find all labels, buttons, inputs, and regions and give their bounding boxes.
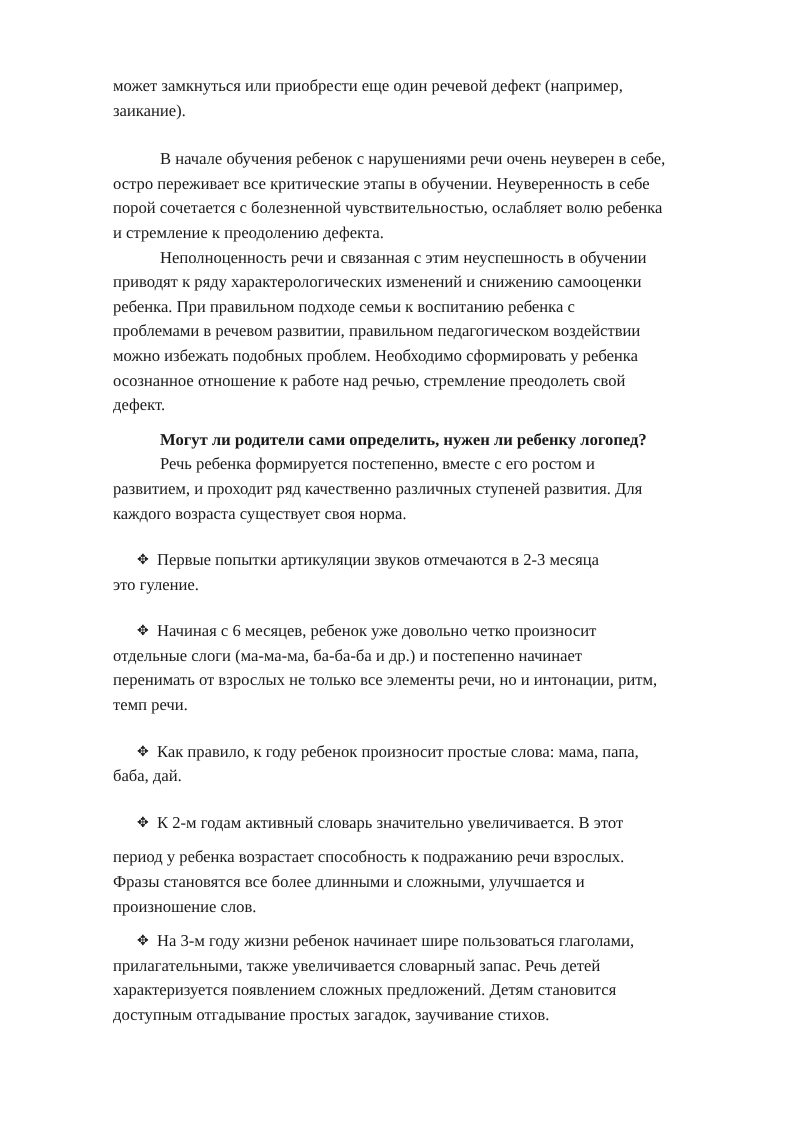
- text-line: доступным отгадывание простых загадок, заучивание стихов.: [113, 1005, 550, 1024]
- text-line: осознанное отношение к работе над речью, стремление преодолеть свой: [113, 370, 626, 390]
- four-petal-bullet-icon: ✥: [137, 814, 149, 831]
- text-line: ребенка. При правильном подходе семьи к воспитанию ребенка с: [113, 296, 575, 316]
- list-item: [113, 548, 723, 597]
- text-line: можно избежать подобных проблем. Необходимо сформировать у ребенка: [113, 345, 638, 365]
- text-line: может замкнуться или приобрести еще один речевой дефект (например,: [113, 76, 623, 95]
- list-item-text: Как правило, к году ребенок произносит простые слова: мама, папа,: [157, 741, 639, 761]
- list-item-text: Начиная с 6 месяцев, ребенок уже довольно четко произносит: [157, 621, 597, 641]
- text-line: прилагательными, также увеличивается словарный запас. Речь детей: [113, 955, 601, 975]
- document-page: [113, 74, 723, 1028]
- four-petal-bullet-icon: ✥: [137, 623, 149, 640]
- text-line: отдельные слоги (ма-ма-ма, ба-ба-ба и др.) и постепенно начинает: [113, 645, 583, 665]
- text-line: характеризуется появлением сложных предложений. Детям становится: [113, 980, 617, 1000]
- text-line: Речь ребенка формируется постепенно, вместе с его ростом и: [160, 454, 595, 474]
- section-heading: Могут ли родители сами определить, нужен ли ребенку логопед?: [160, 429, 647, 449]
- text-line: произношение слов.: [113, 896, 257, 916]
- four-petal-bullet-icon: ✥: [137, 552, 149, 569]
- intro-paragraph: [113, 74, 723, 123]
- text-line: порой сочетается с болезненной чувствительностью, ослабляет волю ребенка: [113, 198, 663, 218]
- text-line: Фразы становятся все более длинными и сложными, улучшается и: [113, 872, 585, 892]
- text-line: заикание).: [113, 100, 186, 120]
- list-item: [113, 619, 723, 717]
- list-item: [113, 740, 723, 789]
- text-line: проблемами в речевом развитии, правильном педагогическом воздействии: [113, 321, 641, 341]
- paragraph-speech-development: [113, 452, 723, 526]
- text-line: и стремление к преодолению дефекта.: [113, 222, 384, 242]
- list-item-text: На 3-м году жизни ребенок начинает шире пользоваться глаголами,: [157, 931, 635, 951]
- text-line: приводят к ряду характерологических изменений и снижению самооценки: [113, 272, 642, 292]
- text-line: темп речи.: [113, 695, 188, 715]
- list-item-text: К 2-м годам активный словарь значительно увеличивается. В этот: [157, 812, 624, 832]
- text-line: это гуление.: [113, 574, 199, 594]
- text-line: В начале обучения ребенок с нарушениями речи очень неуверен в себе,: [160, 149, 666, 169]
- four-petal-bullet-icon: ✥: [137, 743, 149, 760]
- text-line: Неполноценность речи и связанная с этим неуспешность в обучении: [160, 247, 647, 267]
- four-petal-bullet-icon: ✥: [137, 933, 149, 950]
- text-line: дефект.: [113, 395, 166, 415]
- list-item: [113, 929, 723, 1027]
- text-line: развитием, и проходит ряд качественно различных ступеней развития. Для: [113, 478, 643, 498]
- text-line: перенимать от взрослых не только все элементы речи, но и интонации, ритм,: [113, 670, 658, 690]
- text-line: каждого возраста существует своя норма.: [113, 503, 407, 523]
- list-item-text: Первые попытки артикуляции звуков отмечаются в 2-3 месяца: [157, 550, 600, 570]
- paragraph-uncertainty: [113, 147, 723, 245]
- text-line: остро переживает все критические этапы в обучении. Неуверенность в себе: [113, 173, 650, 193]
- list-item: [113, 811, 723, 919]
- text-line: баба, дай.: [113, 766, 182, 786]
- paragraph-speech-deficiency: [113, 246, 723, 418]
- text-line: период у ребенка возрастает способность к подражанию речи взрослых.: [113, 847, 625, 867]
